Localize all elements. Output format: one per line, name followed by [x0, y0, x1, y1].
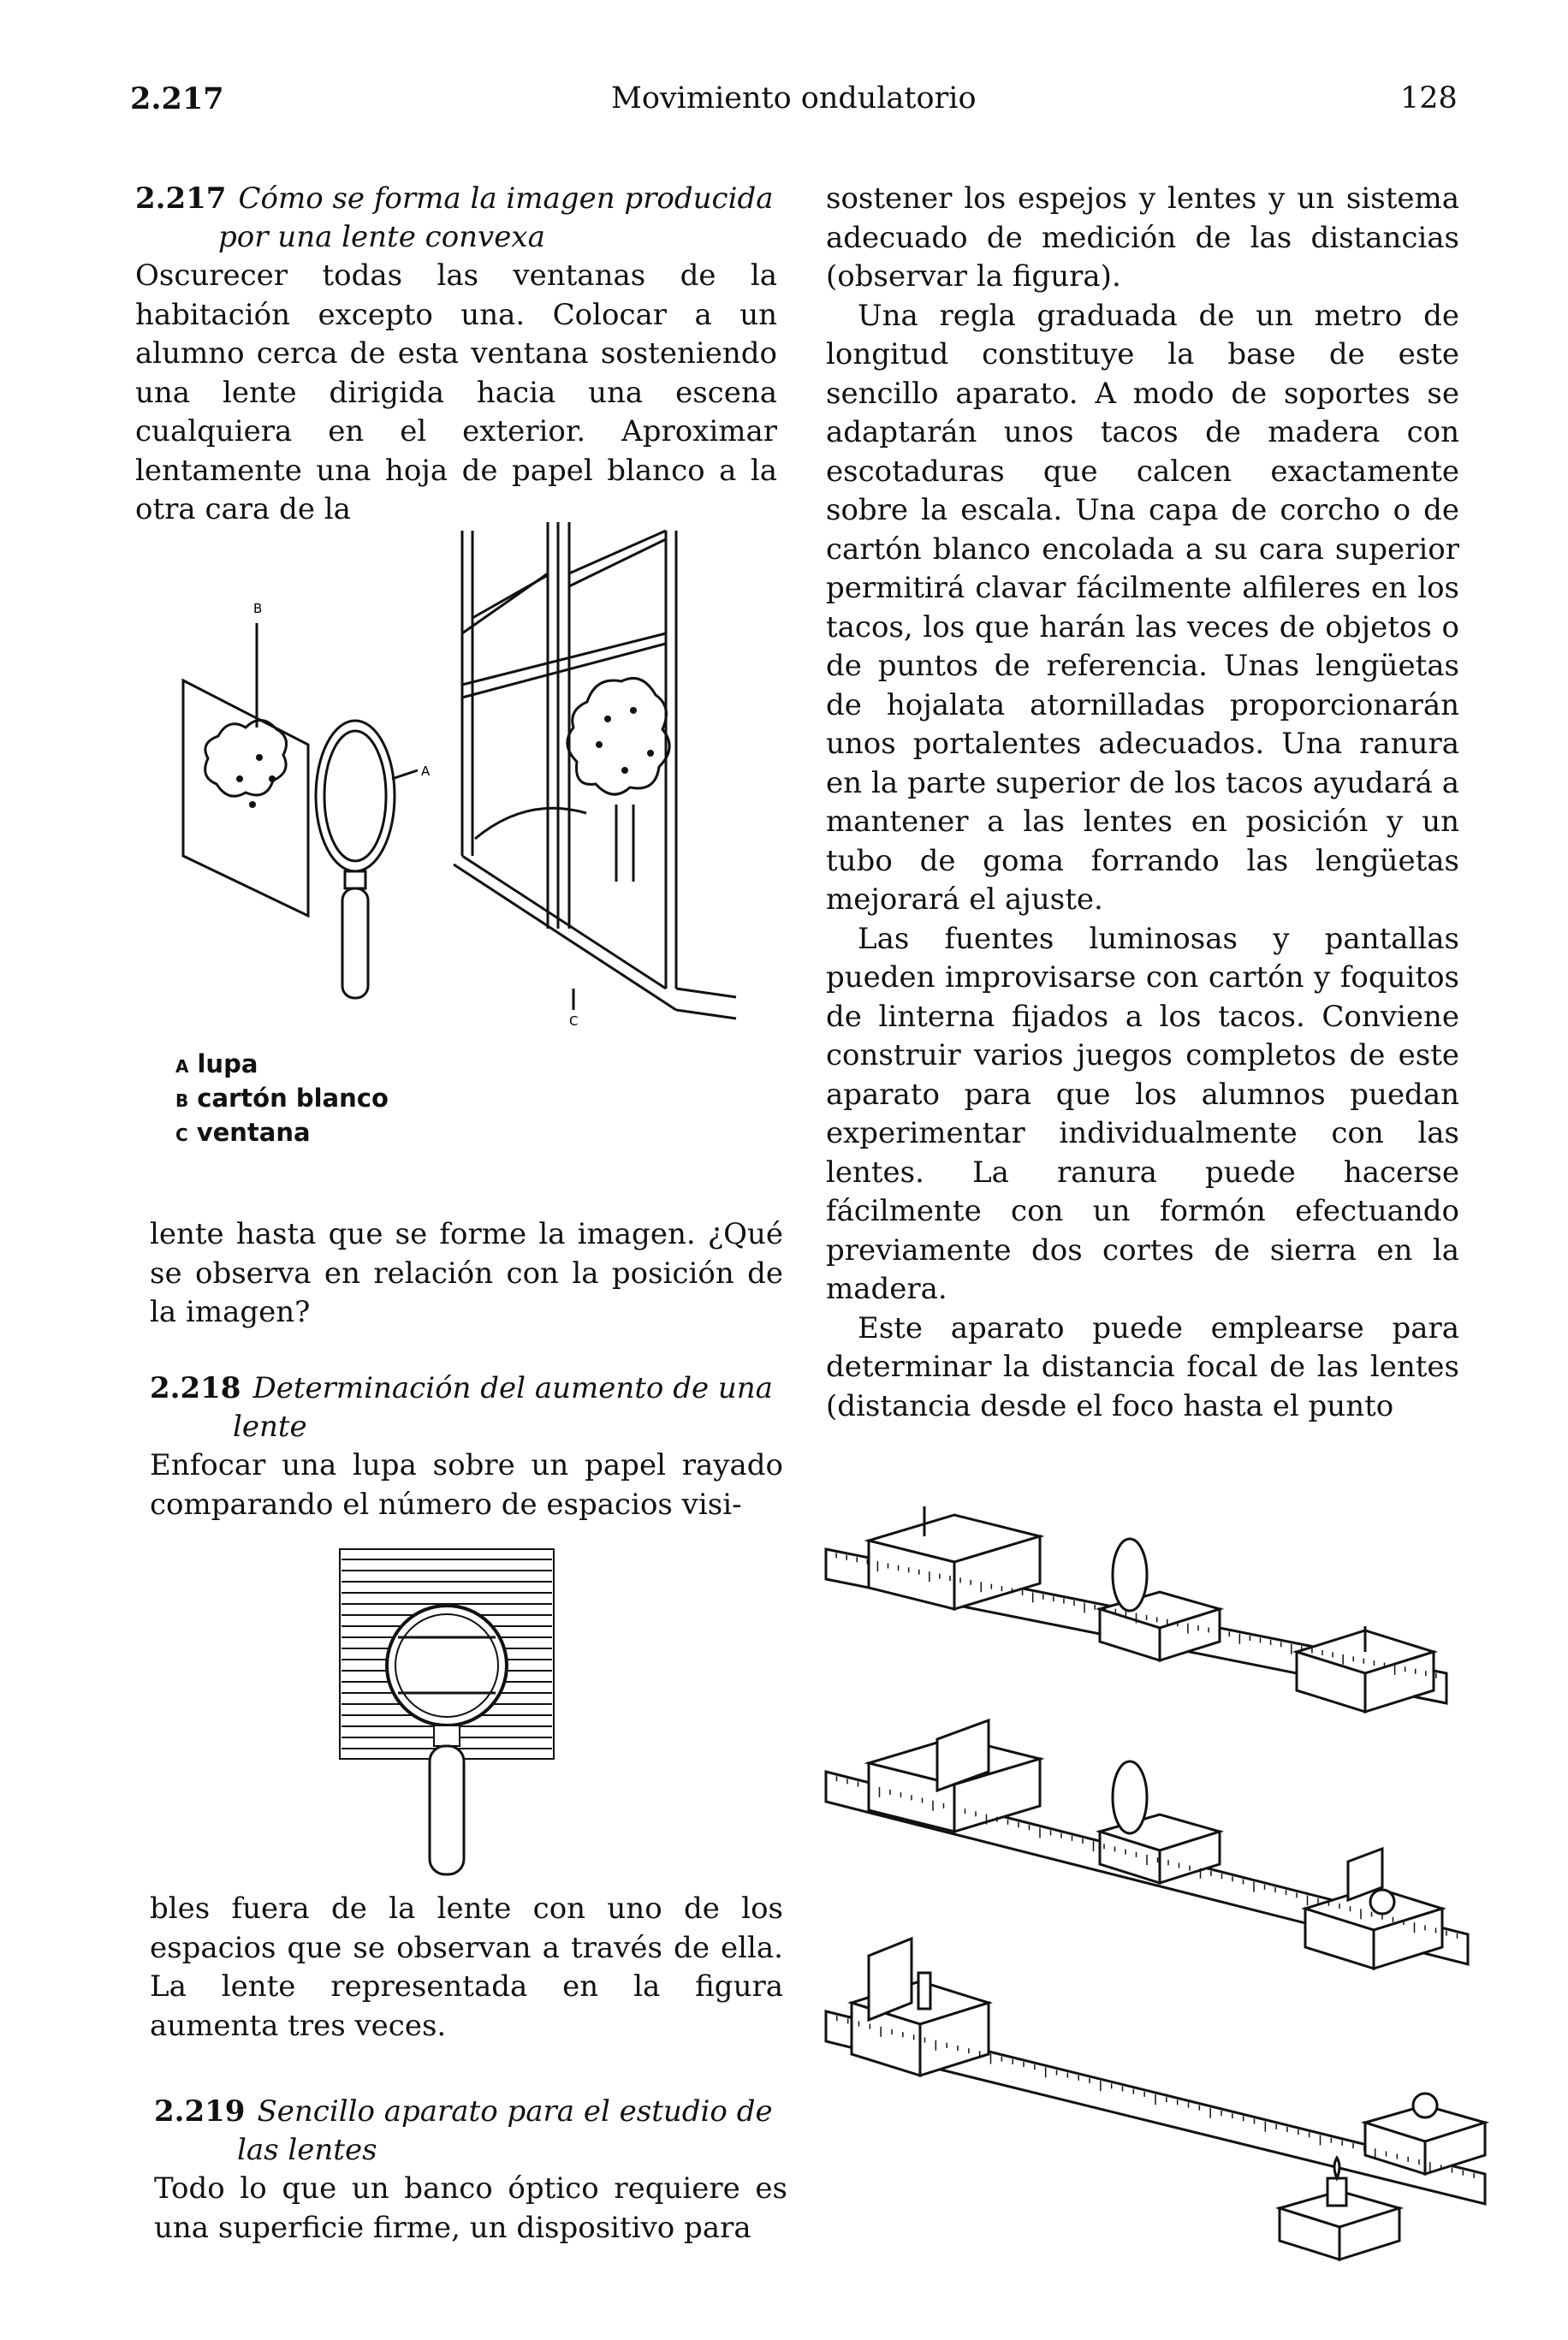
lens-holder-1: [1113, 1539, 1147, 1611]
legend-item-c: C ventana: [175, 1118, 311, 1147]
section-219-paragraph: Todo lo que un banco óptico requiere es una superficie firme, un dispositivo para: [154, 2171, 787, 2245]
right-paragraph-1: sostener los espejos y lentes y un sistema adecuado de medición de las distancias (observar la figura).: [826, 181, 1459, 294]
figure-label-c: C: [569, 1013, 579, 1027]
section-219-number: 2.219: [154, 2094, 246, 2129]
section-217-title: [135, 180, 794, 257]
candle: [1327, 2178, 1346, 2206]
section-218-paragraph-continued: bles fuera de la lente con uno de los espacios que se observan a través de ella. La lente representada en la figura aumenta tres veces.: [150, 1892, 783, 2043]
post-3: [918, 1973, 930, 2009]
section-219-title: [154, 2093, 813, 2170]
right-paragraph-2: Una regla graduada de un metro de longitud constituye la base de este sencillo aparato. A modo de soportes se adaptarán unos tacos de madera con escotaduras que calcen exactamente sobre la escala. Una capa de corcho o de cartón blanco encolada a su cara superior permitirá clavar fácilmente alfileres en los tacos, los que harán las veces de objetos o de puntos de referencia. Unas lengüetas de hojalata atornilladas proporcionarán unos portalentes adecuados. Una ranura en la parte superior de los tacos ayudará a mantener a las lentes en posición y un tubo de goma forrando las lengüetas mejorará el ajuste.: [826, 298, 1459, 917]
section-217-body: [135, 257, 777, 530]
magnifier-lens: [316, 721, 395, 871]
window-lens-figure: [171, 522, 753, 1027]
section-218-paragraph: Enfocar una lupa sobre un papel rayado comparando el número de espacios visi-: [150, 1448, 783, 1522]
outdoor-tree: [567, 678, 669, 794]
bulb-2: [1413, 2094, 1437, 2117]
section-217-title-line2: por una lente convexa: [218, 220, 545, 254]
header-section-number: 2.217: [130, 81, 224, 116]
right-paragraph-3: Las fuentes luminosas y pantallas pueden improvisarse con cartón y foquitos de linterna fijados a los tacos. Conviene construir varios juegos completos de este aparato para que los alumnos puedan experimentar individualmente con las lentes. La ranura puede hacerse fácilmente con un formón efectuando previamente dos cortes de sierra en la madera.: [826, 921, 1459, 1306]
section-218-number: 2.218: [150, 1371, 241, 1405]
section-217-paragraph-continued: lente hasta que se forme la imagen. ¿Qué se observa en relación con la posición de la imagen?: [150, 1217, 783, 1329]
section-217-number: 2.217: [135, 181, 227, 216]
section-218-title: [150, 1369, 809, 1446]
section-218-title-line1: Determinación del aumento de una: [252, 1371, 773, 1405]
candle-flame: [1334, 2158, 1339, 2178]
right-column-text: [826, 180, 1459, 1426]
section-217-body-continued: [150, 1215, 783, 1333]
page-number: 128: [1400, 81, 1458, 116]
section-219-body: [154, 2170, 787, 2248]
lens-holder-2: [1113, 1761, 1147, 1833]
right-paragraph-4: Este aparato puede emplearse para determinar la distancia focal de las lentes (distancia desde el foco hasta el punto: [826, 1310, 1459, 1423]
header-chapter-title: Movimiento ondulatorio: [611, 81, 977, 116]
ruled-paper-lens-figure: [338, 1547, 561, 1881]
section-217-paragraph: Oscurecer todas las ventanas de la habitación excepto una. Colocar a un alumno cerca de esta ventana sosteniendo una lente dirigida hacia una escena cualquiera en el exterior. Aproximar lentamente una hoja de papel blanco a la otra cara de la: [135, 258, 777, 526]
legend-item-a: A lupa: [175, 1049, 258, 1078]
magnifier-handle: [342, 888, 368, 998]
optical-bench-figure: [817, 1489, 1502, 2277]
card-image-tree: [205, 720, 287, 796]
figure-legend: [175, 1048, 389, 1151]
section-218-body: [150, 1446, 783, 1524]
lens-handle: [430, 1746, 464, 1874]
white-card: [183, 680, 308, 916]
section-219-title-line1: Sencillo aparato para el estudio de: [257, 2094, 773, 2129]
section-217-title-line1: Cómo se forma la imagen producida: [238, 181, 774, 216]
section-219-title-line2: las lentes: [237, 2133, 377, 2167]
figure-label-b: B: [253, 601, 263, 616]
optical-bench-2: [826, 1720, 1468, 1969]
lens-neck: [434, 1725, 460, 1746]
legend-item-b: B cartón blanco: [175, 1084, 389, 1113]
figure-label-a: A: [421, 763, 431, 779]
section-218-title-line2: lente: [233, 1410, 307, 1444]
magnifier-neck: [345, 871, 365, 888]
bulb-1: [1370, 1890, 1394, 1914]
section-218-body-continued: [150, 1890, 783, 2046]
optical-bench-1: [826, 1506, 1446, 1712]
